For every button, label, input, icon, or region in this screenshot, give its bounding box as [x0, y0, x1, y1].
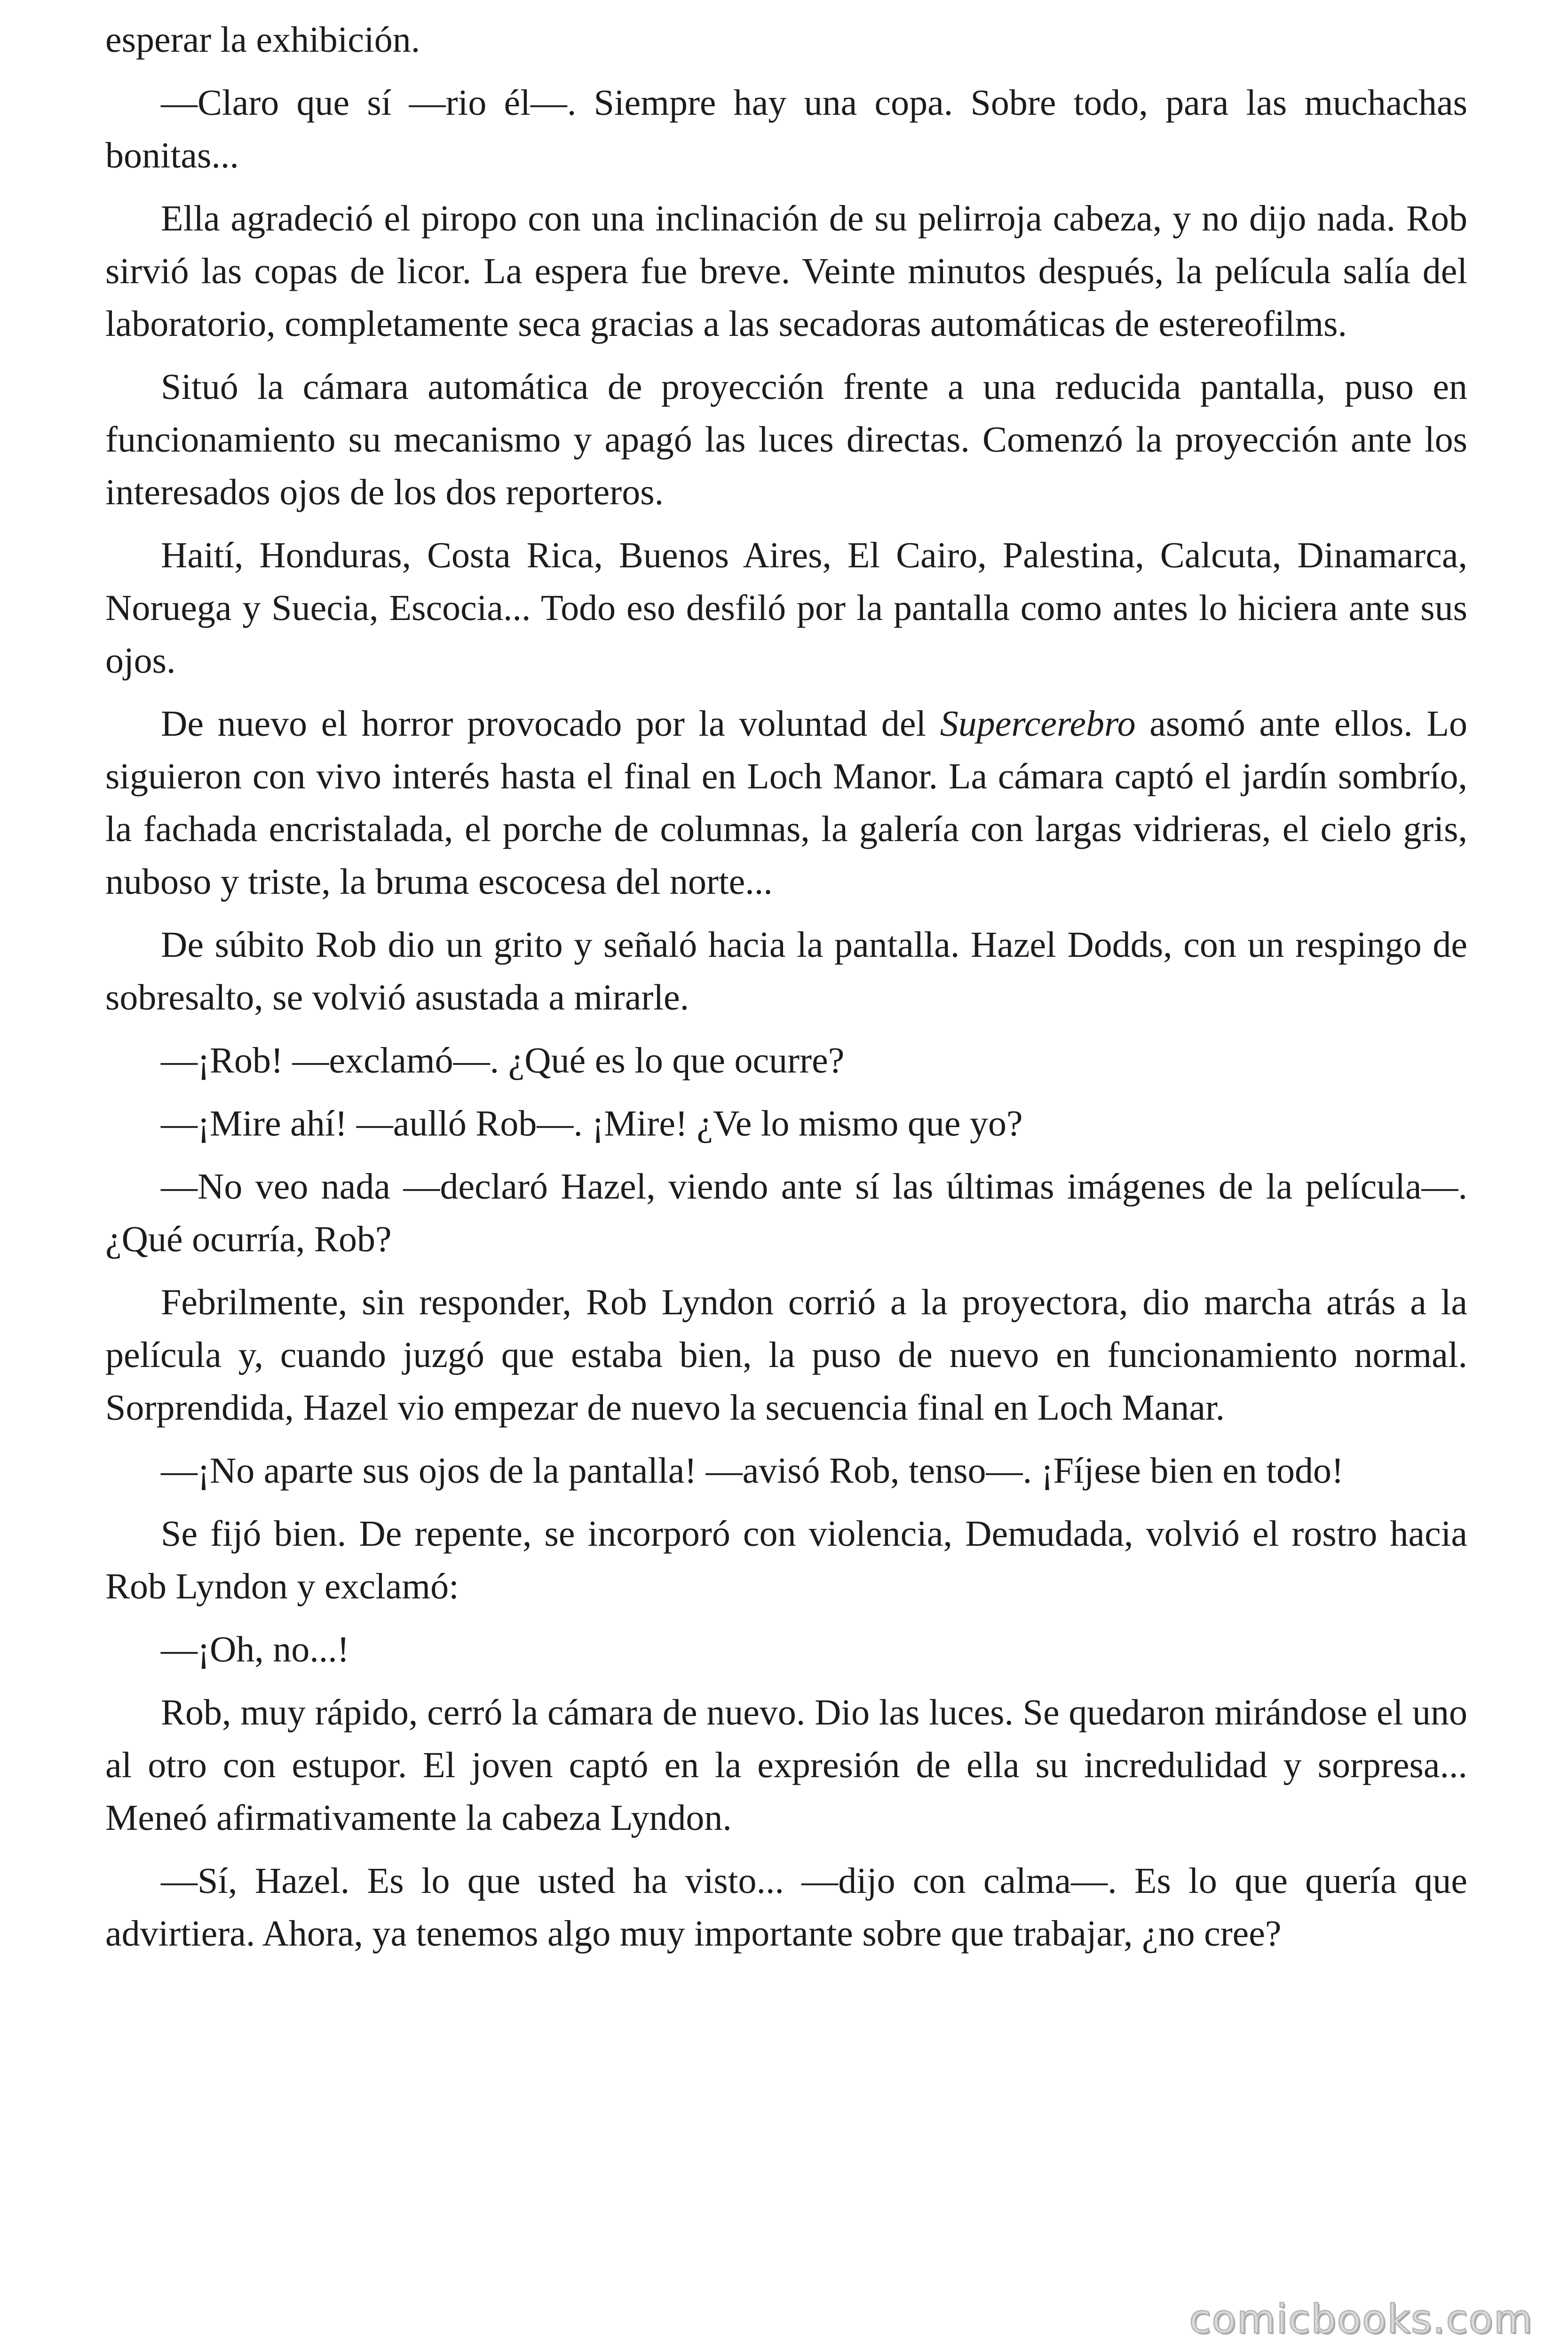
text-run: Haití, Honduras, Costa Rica, Buenos Aires, El Cairo, Palestina, Calcuta, Dinamarca, Noruega y Suecia, Escocia... Todo eso desfiló por la pantalla como antes lo hiciera ante sus ojos.	[105, 534, 1467, 681]
paragraph	[105, 918, 1467, 1024]
text-run: Febrilmente, sin responder, Rob Lyndon corrió a la proyectora, dio marcha atrás a la película y, cuando juzgó que estaba bien, la puso de nuevo en funcionamiento normal. Sorprendida, Hazel vio empezar de nuevo la secuencia final en Loch Manar.	[105, 1281, 1467, 1428]
text-run: —¡Mire ahí! —aulló Rob—. ¡Mire! ¿Ve lo mismo que yo?	[161, 1103, 1023, 1144]
paragraph	[105, 13, 1467, 66]
text-run: asomó ante ellos. Lo siguieron con vivo interés hasta el final en Loch Manor. La cámara captó el jardín sombrío, la fachada encristalada, el porche de columnas, la galería con largas vidrieras, el cielo gris, nuboso y triste, la bruma escocesa del norte...	[105, 703, 1467, 902]
text-run: —¡No aparte sus ojos de la pantalla! —avisó Rob, tenso—. ¡Fíjese bien en todo!	[161, 1450, 1344, 1491]
text-run: —¡Oh, no...!	[161, 1629, 349, 1669]
text-run: De nuevo el horror provocado por la voluntad del	[161, 703, 940, 744]
text-run: esperar la exhibición.	[105, 19, 420, 60]
paragraph	[105, 1097, 1467, 1150]
paragraph	[105, 360, 1467, 518]
site-watermark: comicbooks.com	[1189, 2296, 1533, 2342]
paragraph	[105, 1276, 1467, 1434]
text-run: De súbito Rob dio un grito y señaló hacia la pantalla. Hazel Dodds, con un respingo de sobresalto, se volvió asustada a mirarle.	[105, 924, 1467, 1017]
paragraph	[105, 1623, 1467, 1676]
paragraph	[105, 697, 1467, 908]
text-run: —¡Rob! —exclamó—. ¿Qué es lo que ocurre?	[161, 1040, 845, 1081]
paragraph	[105, 192, 1467, 350]
paragraph	[105, 1160, 1467, 1265]
text-run: Ella agradeció el piropo con una inclinación de su pelirroja cabeza, y no dijo nada. Rob sirvió las copas de licor. La espera fue breve. Veinte minutos después, la película salía del laboratorio, completamente seca gracias a las secadoras automáticas de estereofilms.	[105, 198, 1467, 344]
book-page-text	[105, 13, 1467, 1970]
paragraph	[105, 76, 1467, 182]
paragraph	[105, 1507, 1467, 1613]
paragraph	[105, 1854, 1467, 1960]
text-run: Situó la cámara automática de proyección frente a una reducida pantalla, puso en funcionamiento su mecanismo y apagó las luces directas. Comenzó la proyección ante los interesados ojos de los dos reporteros.	[105, 366, 1467, 512]
text-run: —No veo nada —declaró Hazel, viendo ante sí las últimas imágenes de la película—. ¿Qué ocurría, Rob?	[105, 1166, 1467, 1259]
text-run: —Claro que sí —rio él—. Siempre hay una copa. Sobre todo, para las muchachas bonitas...	[105, 82, 1467, 175]
italic-text: Supercerebro	[940, 703, 1136, 744]
paragraph	[105, 529, 1467, 687]
paragraph	[105, 1444, 1467, 1497]
paragraph	[105, 1034, 1467, 1087]
text-run: Rob, muy rápido, cerró la cámara de nuevo. Dio las luces. Se quedaron mirándose el uno al otro con estupor. El joven captó en la expresión de ella su incredulidad y sorpresa... Meneó afirmativamente la cabeza Lyndon.	[105, 1692, 1467, 1838]
text-run: —Sí, Hazel. Es lo que usted ha visto... —dijo con calma—. Es lo que quería que advirtiera. Ahora, ya tenemos algo muy importante sobre que trabajar, ¿no cree?	[105, 1860, 1467, 1954]
paragraph	[105, 1686, 1467, 1844]
text-run: Se fijó bien. De repente, se incorporó con violencia, Demudada, volvió el rostro hacia Rob Lyndon y exclamó:	[105, 1513, 1467, 1606]
